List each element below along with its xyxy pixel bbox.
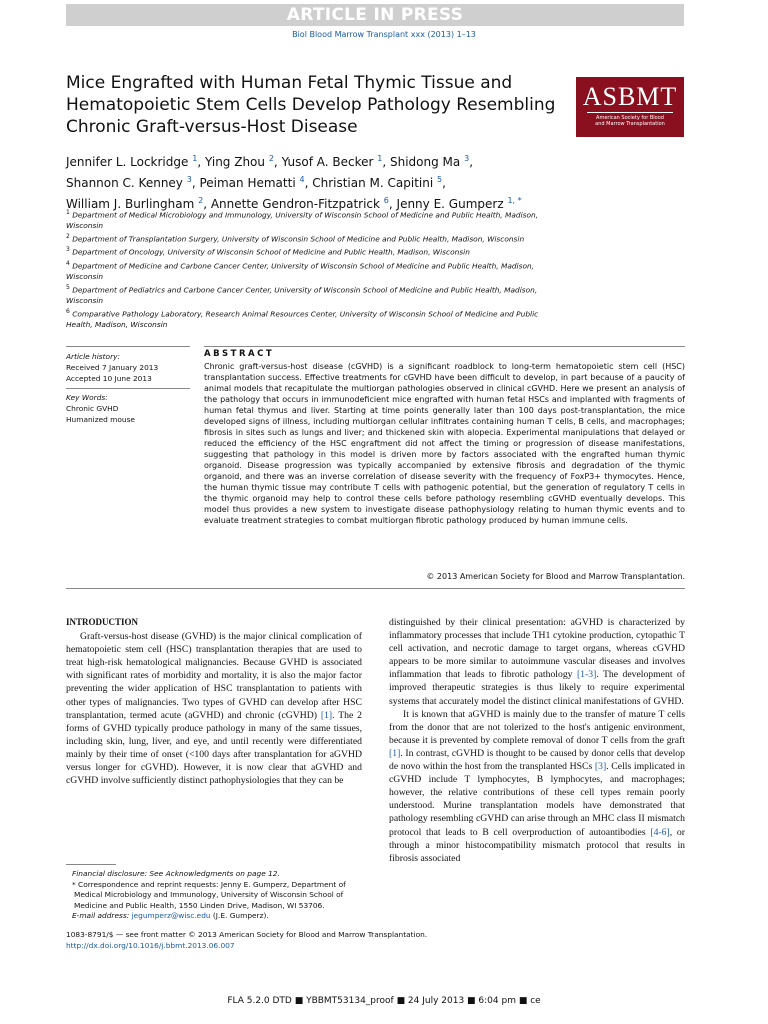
- email-note: E-mail address: jegumperz@wisc.edu (J.E. Gumperz).: [72, 911, 269, 920]
- affiliation: $^5$ Department of Pediatrics and Carbone Cancer Center, University of Wisconsin School of Medicine and Public Health, Madison, Wisconsin: [66, 283, 538, 305]
- left-column: [66, 616, 362, 787]
- issn-block: [66, 930, 586, 951]
- copyright-line: © 2013 American Society for Blood and Marrow Transplantation.: [426, 572, 685, 581]
- title-line: Mice Engrafted with Human Fetal Thymic Tissue and: [66, 73, 513, 93]
- divider: [66, 346, 190, 347]
- author: William J. Burlingham $^2$: [66, 196, 204, 211]
- asbmt-logo: [576, 77, 684, 137]
- affiliation: $^2$ Department of Transplantation Surgery, University of Wisconsin School of Medicine and Public Health, Madison, Wisconsin: [66, 233, 525, 244]
- citation-link[interactable]: [1]: [320, 709, 333, 721]
- footnote-divider: [66, 864, 116, 865]
- abstract-text: Chronic graft-versus-host disease (cGVHD) is a significant roadblock to long-term hematopoietic stem cell (HSC) transplantation success. Effective treatments for cGVHD have been difficult to develop, in part because of a paucity of animal models that recapitulate the multiorgan pathologies observed in clinical cGVHD. Here we present an analysis of the pathology that occurs in immunodeficient mice engrafted with human fetal HSCs and implanted with fragments of human fetal thymus and liver. Starting at time points generally later than 100 days post-transplantation, the mice developed signs of illness, including multiorgan cellular infiltrates containing human T cells, B cells, and macrophages; fibrosis in sites such as lungs and liver; and thickened skin with alopecia. Experimental manipulations that delayed or reduced the efficiency of the HSC engraftment did not affect the timing or progression of disease manifestations, suggesting that pathology in this model is driven more by factors associated with the engrafted human thymic organoid. Disease progression was typically accompanied by extensive fibrosis and degradation of the thymic organoid, and there was an inverse correlation of disease severity with the frequency of FoxP3+ thymocytes. Hence, the human thymic tissue may contribute T cells with pathogenic potential, but the generation of regulatory T cells in the thymic organoid may help to control these cells before pathology resembling cGVHD eventually develops. This model thus provides a new system to investigate disease pathophysiology relating to human thymic events and to evaluate treatment strategies to combat multiorgan fibrotic pathology produced by human immune cells.: [204, 362, 685, 525]
- citation-link[interactable]: [3]: [594, 761, 607, 773]
- citation-link[interactable]: [1]: [389, 747, 401, 759]
- author-list: Jennifer L. Lockridge $^1$, Ying Zhou $^2$, Yusof A. Becker $^1$, Shidong Ma $^3$, Shannon C. Kenney $^3$, Peiman Hematti $^4$, Christian M. Capitini $^5$, William J. Burlingham $^2$, Annette Gendron-Fitzpatrick $^6$, Jenny E. Gumperz $^{1, *}$: [66, 154, 522, 211]
- affiliation: $^6$ Comparative Pathology Laboratory, Research Animal Resources Center, University of Wisconsin School of Medicine and Public Health, Madison, Wisconsin: [66, 307, 539, 329]
- affiliation: $^3$ Department of Oncology, University of Wisconsin School of Medicine and Public Health, Madison, Wisconsin: [66, 246, 470, 257]
- citation-link[interactable]: [1-3]: [576, 669, 597, 681]
- author: Yusof A. Becker $^1$: [281, 154, 383, 169]
- paragraph: distinguished by their clinical presentation: aGVHD is characterized by inflammatory processes that include TH1 cytokine production, cytopathic T cell activation, and necrotic damage to target organs, whereas cGVHD appears to be more similar to autoimmune vascular diseases and involves inflammation that leads to fibrotic pathology [1-3]. The development of improved therapeutic strategies is thus likely to require experimental systems that accurately model the distinct clinical manifestations of GVHD.: [389, 617, 686, 707]
- keyword: Chronic GVHD: [66, 404, 119, 413]
- abstract-heading: ABSTRACT: [204, 349, 275, 359]
- title-line: Chronic Graft-versus-Host Disease: [66, 117, 358, 137]
- journal-citation[interactable]: Biol Blood Marrow Transplant xxx (2013) 1–13: [292, 30, 476, 39]
- issn-line: 1083-8791/$ — see front matter © 2013 American Society for Blood and Marrow Transplantation.: [66, 930, 428, 939]
- proof-line: FLA 5.2.0 DTD ■ YBBMT53134_proof ■ 24 July 2013 ■ 6:04 pm ■ ce: [227, 996, 541, 1006]
- section-heading: INTRODUCTION: [66, 617, 139, 627]
- article-title: [66, 72, 566, 138]
- affiliation: $^4$ Department of Medicine and Carbone Cancer Center, University of Wisconsin School of Medicine and Public Health, Madison, Wisconsin: [66, 259, 535, 281]
- author: Ying Zhou $^2$: [204, 154, 274, 169]
- paragraph: It is known that aGVHD is mainly due to the transfer of mature T cells from the donor that are not tolerized to the host's antigenic environment, because it is prevented by complete removal of donor T cells from the graft [1]. In contrast, cGVHD is thought to be caused by donor cells that develop de novo within the host from the transplanted HSCs [3]. Cells implicated in cGVHD include T lymphocytes, B lymphocytes, and macrophages; however, the relative contributions of these cell types remain poorly understood. Murine transplantation models have demonstrated that pathology resembling cGVHD can arise through an MHC class II mismatch protocol that leads to B cell overproduction of autoantibodies [4-6], or through a minor histocompatibility mismatch protocol that results in fibrosis associated: [389, 708, 685, 864]
- author: Jenny E. Gumperz $^{1, *}$: [396, 196, 522, 211]
- citation-link[interactable]: [4-6]: [650, 826, 670, 838]
- title-line: Hematopoietic Stem Cells Develop Pathology Resembling: [66, 95, 556, 115]
- logo-line: and Marrow Transplantation: [595, 121, 665, 127]
- author: Jennifer L. Lockridge $^1$: [66, 154, 198, 169]
- author: Christian M. Capitini $^5$: [312, 175, 443, 190]
- author: Annette Gendron-Fitzpatrick $^6$: [210, 196, 389, 211]
- article-in-press-banner: ARTICLE IN PRESS: [66, 4, 684, 26]
- paragraph: Graft-versus-host disease (GVHD) is the major clinical complication of hematopoietic stem cell (HSC) transplantation therapies that are used to treat high-risk hematological malignancies. Because GVHD is associated with significant rates of morbidity and mortality, it is also the major factor preventing the wider application of HSC transplantation to patients with other types of malignancies. Two types of GVHD can develop after HSC transplantation, termed acute (aGVHD) and chronic (cGVHD) [1]. The 2 forms of GVHD typically produce pathology in many of the same tissues, including skin, lung, liver, and eye, and until recently were differentiated mainly by their time of onset (<100 days after transplantation for aGVHD versus longer for cGVHD). However, it is now clear that aGVHD and cGVHD involve sufficiently distinct pathophysiologies that they can be: [66, 631, 362, 787]
- doi-link[interactable]: http://dx.doi.org/10.1016/j.bbmt.2013.06.007: [66, 940, 235, 950]
- email-link[interactable]: jegumperz@wisc.edu: [131, 911, 211, 920]
- article-history: Article history: Received 7 January 2013 Accepted 10 June 2013 Key Words: Chronic GVHD Humanized mouse: [66, 351, 186, 425]
- right-column: [389, 616, 685, 865]
- affiliations: [66, 208, 566, 331]
- divider: [66, 588, 685, 589]
- financial-disclosure: Financial disclosure: See Acknowledgments on page 12.: [72, 869, 280, 878]
- author: Shidong Ma $^3$: [390, 154, 470, 169]
- divider: [204, 346, 685, 347]
- author: Shannon C. Kenney $^3$: [66, 175, 192, 190]
- keyword: Humanized mouse: [66, 415, 135, 424]
- footnotes: [66, 869, 362, 922]
- author: Peiman Hematti $^4$: [199, 175, 305, 190]
- logo-line: American Society for Blood: [596, 115, 664, 121]
- logo-name: ASBMT: [582, 82, 678, 111]
- correspondence-note: * Correspondence and reprint requests: Jenny E. Gumperz, Department of Medical Microbiology and Immunology, University of Wisconsin School of Medicine and Public Health, 1550 Linden Drive, Madison, WI 53706.: [72, 879, 346, 910]
- affiliation: $^1$ Department of Medical Microbiology and Immunology, University of Wisconsin School of Medicine and Public Health, Madison, Wisconsin: [66, 209, 539, 231]
